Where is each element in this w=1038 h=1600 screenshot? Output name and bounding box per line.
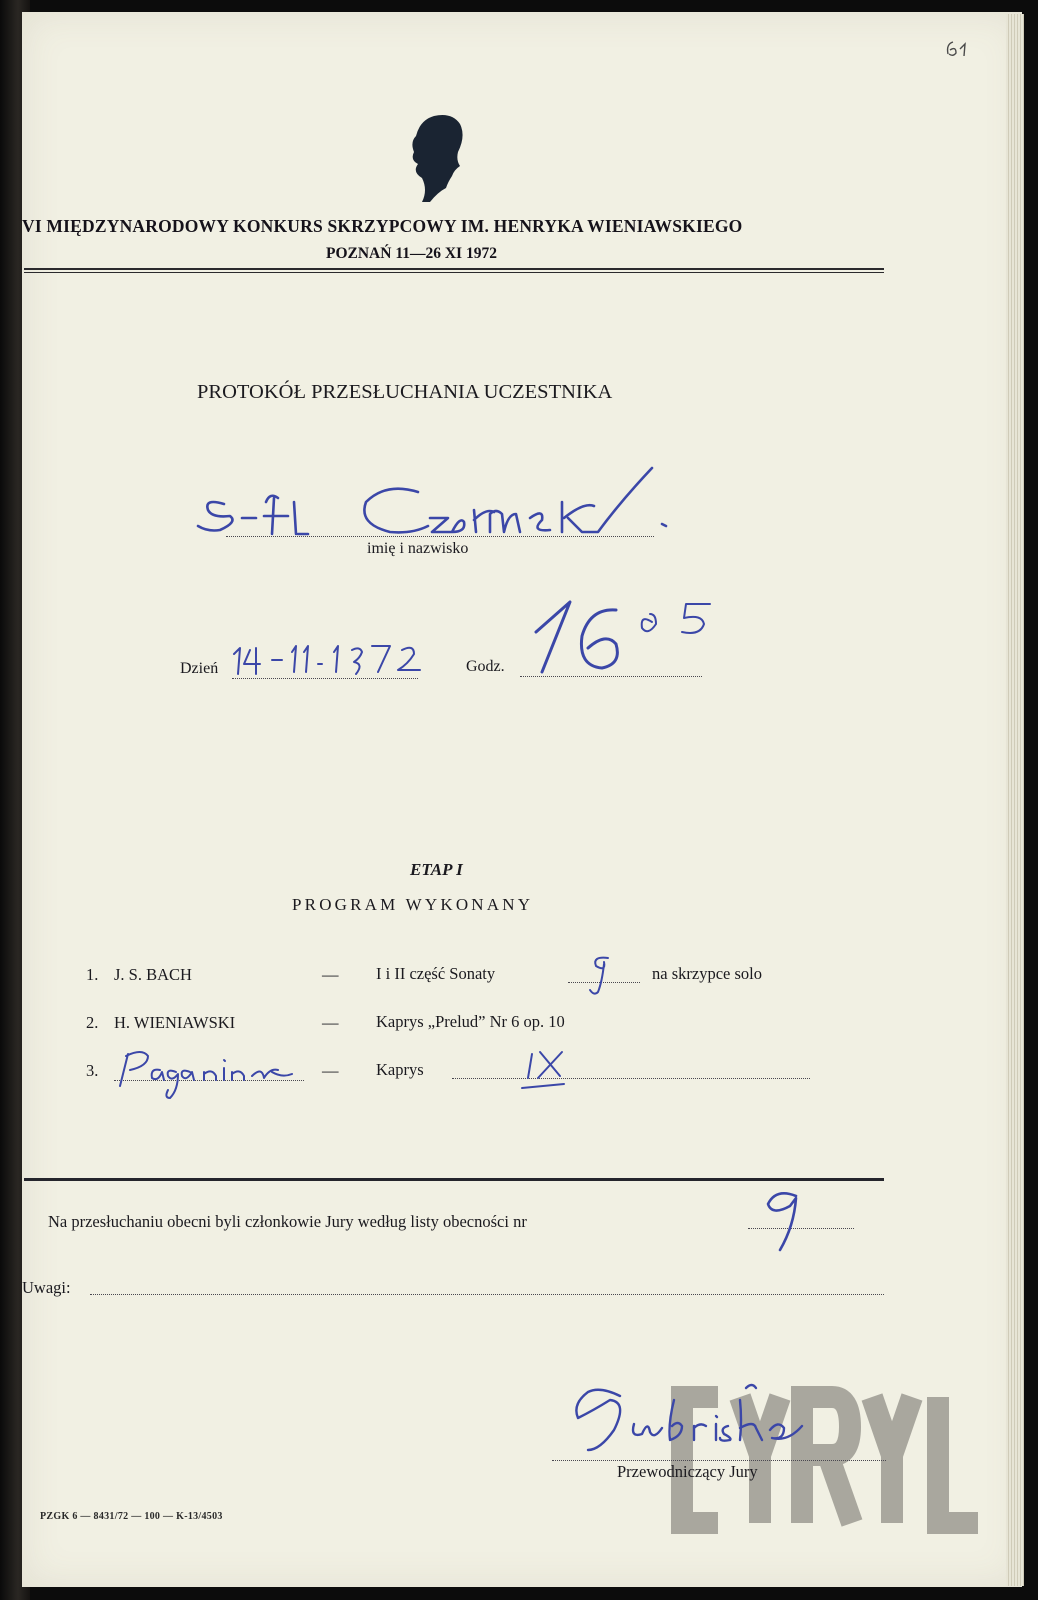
form-title: PROTOKÓŁ PRZESŁUCHANIA UCZESTNIKA <box>197 381 613 403</box>
header-divider <box>24 268 884 273</box>
section-divider <box>24 1178 884 1181</box>
print-reference-code: PZGK 6 — 8431/72 — 100 — K-13/4503 <box>40 1511 223 1522</box>
hour-label: Godz. <box>466 658 505 675</box>
caprice-dotted-line <box>452 1078 810 1079</box>
handwritten-date <box>230 640 450 680</box>
item-2-number: 2. <box>86 1013 99 1032</box>
remarks-dotted-line <box>90 1294 884 1295</box>
item-1-work: I i II część Sonaty <box>376 964 496 983</box>
signature-caption: Przewodniczący Jury <box>617 1462 758 1481</box>
handwritten-name <box>190 462 690 552</box>
item-3-work: Kaprys <box>376 1060 424 1079</box>
item-2-work: Kaprys „Prelud” Nr 6 op. 10 <box>376 1012 565 1031</box>
day-label: Dzień <box>180 660 219 677</box>
page-edges <box>1006 14 1024 1586</box>
signature-dotted-line <box>552 1460 886 1461</box>
item-1-composer: J. S. BACH <box>114 965 192 984</box>
handwritten-time <box>530 592 730 682</box>
program-heading: PROGRAM WYKONANY <box>292 895 534 914</box>
document-page <box>22 12 1022 1587</box>
handwritten-sonata-number <box>578 952 628 996</box>
item-1-dash: — <box>322 965 339 984</box>
item-1-number: 1. <box>86 965 99 984</box>
competition-dates: POZNAŃ 11—26 XI 1972 <box>326 245 497 262</box>
item-3-dash: — <box>322 1061 339 1080</box>
handwritten-composer <box>112 1046 312 1100</box>
archive-number-mark <box>944 36 974 62</box>
item-3-number: 3. <box>86 1061 99 1080</box>
item-2-dash: — <box>322 1013 339 1032</box>
attendance-text: Na przesłuchaniu obecni byli członkowie Jury według listy obecności nr <box>48 1212 527 1231</box>
name-caption: imię i nazwisko <box>367 540 469 557</box>
handwritten-attendance-number <box>756 1186 816 1256</box>
item-1-work-suffix: na skrzypce solo <box>652 964 762 983</box>
remarks-label: Uwagi: <box>22 1278 71 1297</box>
competition-title: VI MIĘDZYNARODOWY KONKURS SKRZYPCOWY IM. HENRYKA WIENIAWSKIEGO <box>22 216 743 236</box>
item-2-composer: H. WIENIAWSKI <box>114 1013 236 1032</box>
handwritten-caprice-number <box>520 1044 600 1094</box>
chairman-signature <box>570 1380 840 1460</box>
stage-label: ETAP I <box>410 860 463 879</box>
wieniawski-silhouette-logo <box>408 112 468 204</box>
